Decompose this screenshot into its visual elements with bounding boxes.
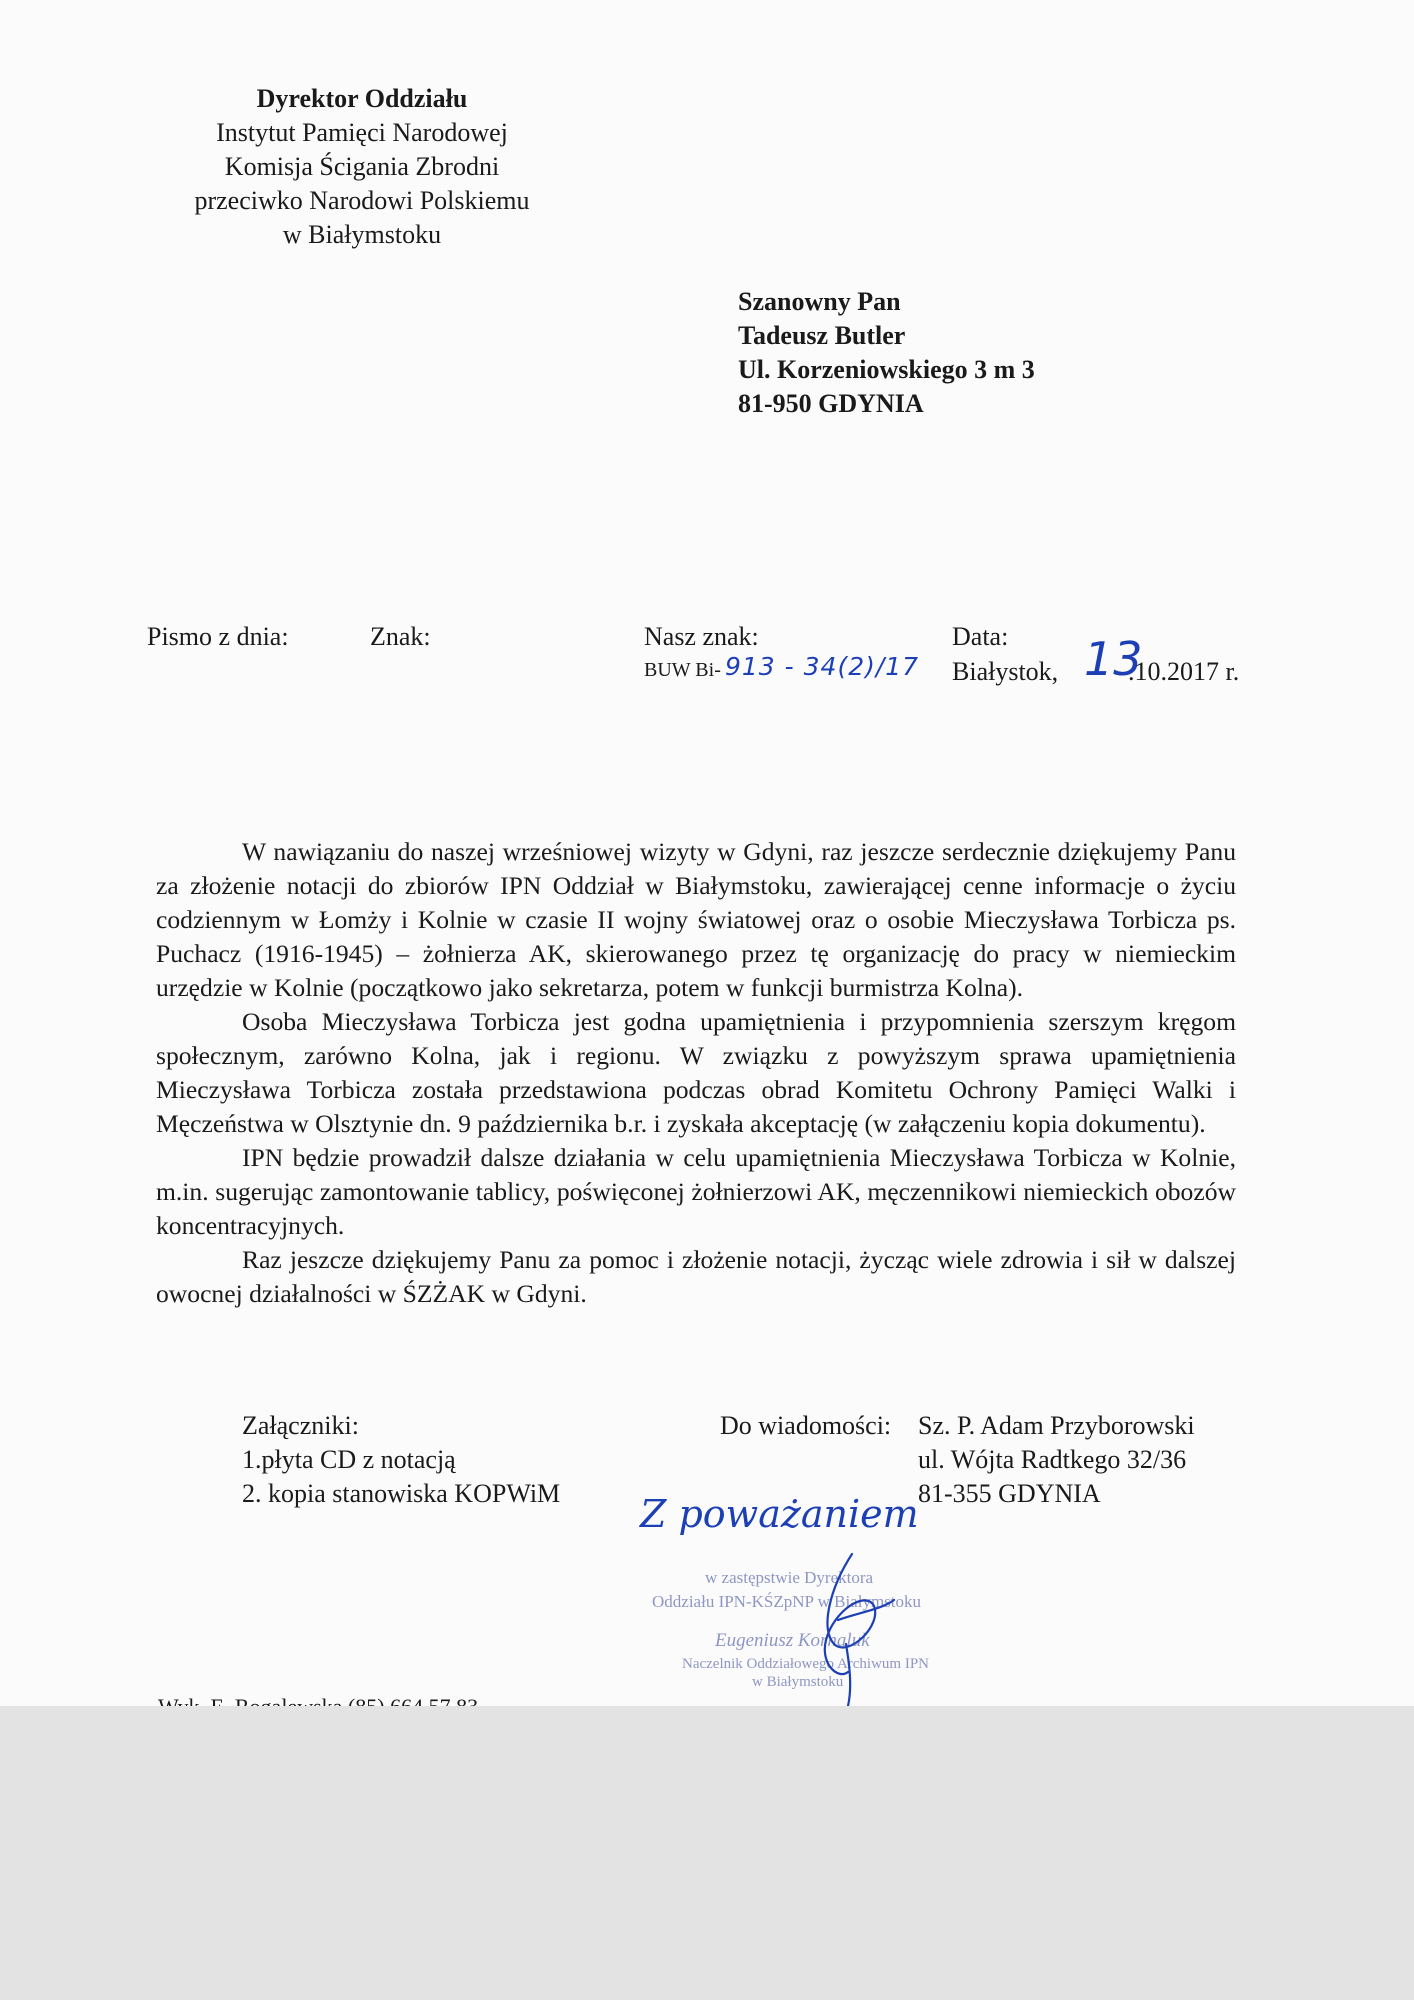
recipient-name: Tadeusz Butler xyxy=(738,321,906,350)
nasz-znak-handwritten: 913 - 34(2)/17 xyxy=(725,652,920,681)
attachments-label: Załączniki: xyxy=(242,1411,359,1440)
pismo-label: Pismo z dnia: xyxy=(147,622,289,651)
body-paragraph-3: IPN będzie prowadził dalsze działania w celu upamiętnienia Mieczysława Torbicza w Kolnie, m.in. sugerując zamontowanie tablicy, poświęconej żołnierzowi AK, męczennikowi niemieckich obozów koncentracyjnych. xyxy=(156,1143,1236,1240)
stamp-name: Eugeniusz Kornaluk xyxy=(715,1630,870,1651)
sender-line-2: Komisja Ścigania Zbrodni xyxy=(224,152,500,181)
sender-line-3: przeciwko Narodowi Polskiemu xyxy=(194,186,530,215)
stamp-line-2: Oddziału IPN-KŚZpNP w Białymstoku xyxy=(652,1592,922,1611)
nasz-znak-prefix: BUW Bi- xyxy=(644,659,721,681)
cc-line-1: Sz. P. Adam Przyborowski xyxy=(918,1411,1195,1440)
attachment-item-1: 1.płyta CD z notacją xyxy=(242,1445,456,1474)
cc-line-2: ul. Wójta Radtkego 32/36 xyxy=(918,1445,1187,1474)
recipient-city: 81-950 GDYNIA xyxy=(738,389,924,418)
data-day-handwritten: 13 xyxy=(1084,632,1143,686)
stamp-line-3: Naczelnik Oddziałowego Archiwum IPN xyxy=(682,1656,930,1672)
body-paragraph-4: Raz jeszcze dziękujemy Panu za pomoc i złożenie notacji, życząc wiele zdrowia i sił w dalszej owocnej działalności w ŚZŻAK w Gdyni. xyxy=(156,1245,1236,1308)
nasz-znak-label: Nasz znak: xyxy=(644,622,759,651)
data-rest: .10.2017 r. xyxy=(1128,657,1240,686)
data-city: Białystok, xyxy=(952,657,1059,686)
cc-line-3: 81-355 GDYNIA xyxy=(918,1479,1101,1508)
stamp-line-1: w zastępstwie Dyrektora xyxy=(705,1568,874,1587)
sender-line-4: w Białymstoku xyxy=(282,220,442,249)
body-paragraph-2: Osoba Mieczysława Torbicza jest godna upamiętnienia i przypomnienia szerszym kręgom społecznym, zarówno Kolna, jak i regionu. W związku z powyższym sprawa upamiętnienia Mieczysława Torbicza została przedstawiona podczas obrad Komitetu Ochrony Pamięci Walki i Męczeństwa w Olsztynie dn. 9 października b.r. i zyskała akceptację (w załączeniu kopia dokumentu). xyxy=(156,1007,1236,1138)
recipient-street: Ul. Korzeniowskiego 3 m 3 xyxy=(738,355,1035,384)
body-paragraph-1: W nawiązaniu do naszej wrześniowej wizyty w Gdyni, raz jeszcze serdecznie dziękujemy Panu za złożenie notacji do zbiorów IPN Oddział w Białymstoku, zawierającej cenne informacje o życiu codziennym w Łomży i Kolnie w czasie II wojny światowej oraz o osobie Mieczysława Torbicza ps. Puchacz (1916-1945) – żołnierza AK, skierowanego przez tę organizację do pracy w niemieckim urzędzie w Kolnie (początkowo jako sekretarza, potem w funkcji burmistrza Kolna). xyxy=(156,837,1236,1002)
sender-title: Dyrektor Oddziału xyxy=(256,84,468,113)
cc-label: Do wiadomości: xyxy=(720,1411,892,1440)
letter-body xyxy=(156,835,1236,1311)
sender-line-1: Instytut Pamięci Narodowej xyxy=(216,118,508,147)
signature-handwritten: Z poważaniem xyxy=(640,1492,919,1536)
recipient-salutation: Szanowny Pan xyxy=(738,287,901,316)
stamp-line-4: w Białymstoku xyxy=(752,1674,844,1690)
data-label: Data: xyxy=(952,622,1009,651)
signature-scribble xyxy=(790,1548,900,1708)
znak-label: Znak: xyxy=(370,622,431,651)
attachment-item-2: 2. kopia stanowiska KOPWiM xyxy=(242,1479,561,1508)
scan-background xyxy=(0,1706,1414,2000)
